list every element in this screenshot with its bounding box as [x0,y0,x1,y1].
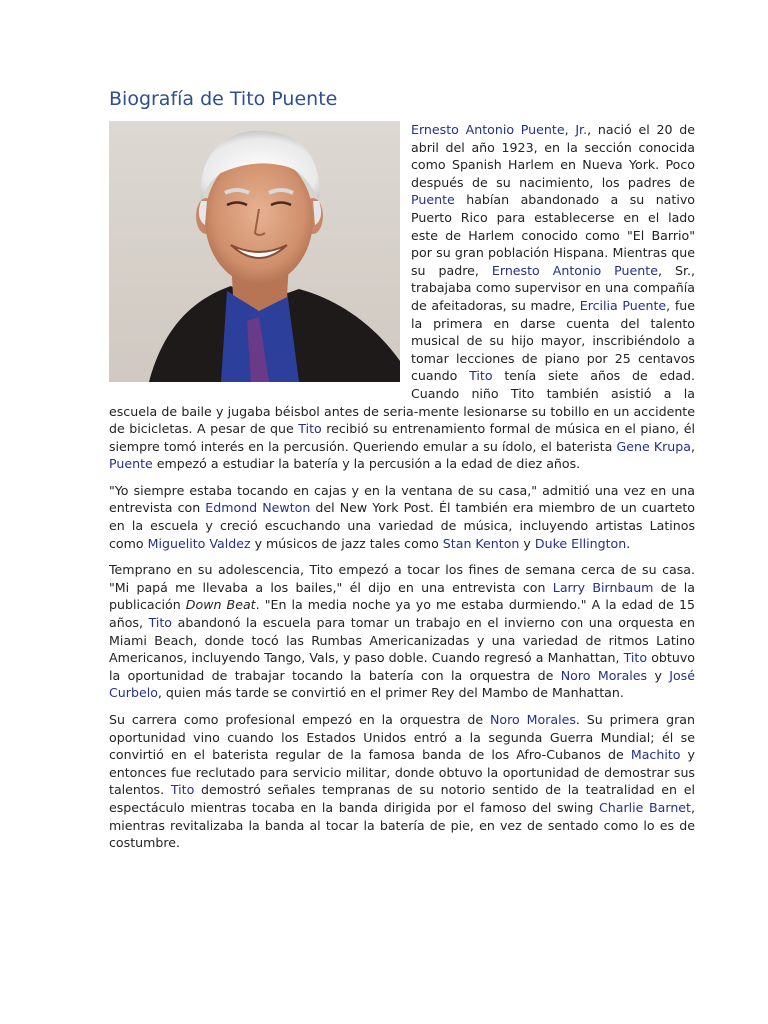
text-run: "Yo siempre estaba tocando en cajas y en la ventana de su casa," admitió una vez en una entrevista con [109,482,695,516]
text-link[interactable]: Ernesto Antonio Puente [491,262,658,278]
text-run: , fue la primera en darse cuenta del talento musical de su hijo mayor, inscribiéndolo a tomar lecciones de piano por 25 centavos cuando [411,297,695,384]
paragraph [109,711,695,852]
page-title: Biografía de Tito Puente [109,88,338,110]
text-run: . [626,535,631,551]
portrait-icon [109,121,400,382]
text-run: , nació el 20 de abril del año 1923, en la sección conocida como Spanish Harlem en Nueva York. Poco después de su nacimiento, los padres de [411,122,696,190]
text-link[interactable]: Larry Birnbaum [552,579,654,595]
text-link[interactable]: José Curbelo [109,667,695,701]
article [109,86,695,861]
text-run: del New York Post. Él también era miembro de un cuarteto en la escuela y creció escuchando una variedad de música, incluyendo artistas Latinos como [109,500,695,551]
text-run: . "En la media noche ya yo me estaba durmiendo." A la edad de 15 años, [109,597,695,631]
text-link[interactable]: Ernesto Antonio Puente, Jr. [411,122,588,137]
text-run: de la publicación [109,579,695,613]
text-run: y [647,667,670,683]
text-run: abandonó la escuela para tomar un trabajo en el invierno con una orquesta en Miami Beach, donde tocó las Rumbas Americanizadas y una variedad de ritmos Latino Americanos, incluyendo Tango, Vals, y paso doble. Cuando regresó a Manhattan, [109,615,695,666]
text-run: obtuvo la oportunidad de trabajar tocando la batería con la orquestra de [109,650,695,683]
text-link[interactable]: Puente [411,192,455,208]
text-run: y [519,535,535,551]
text-run: . Su primera gran oportunidad vino cuando los Estados Unidos entró a la segunda Guerra Mundial; él se convirtió en el baterista regular de la famosa banda de los Afro-Cubanos de [109,712,695,763]
text-run: demostró señales tempranas de su notorio sentido de la teatralidad en el espectáculo mientras tocaba en la banda dirigida por el famoso del swing [109,782,695,815]
text-link[interactable]: Tito [469,368,493,384]
text-link[interactable]: Tito [148,615,173,631]
text-link[interactable]: Tito [298,421,322,437]
text-run: y músicos de jazz tales como [250,535,443,551]
text-run: Temprano en su adolescencia, Tito empezó a tocar los fines de semana cerca de su casa. "Mi papá me llevaba a los bailes," él dijo en una entrevista con [109,562,695,595]
text-run: , mientras revitalizaba la banda al tocar la batería de pie, en vez de sentado como lo es de costumbre. [109,799,696,851]
paragraph [109,482,695,552]
text-link[interactable]: Puente [109,456,153,472]
text-run: habían abandonado a su nativo Puerto Rico para establecerse en el lado este de Harlem conocido como "El Barrio" por su gran población Hispana. Mientras que su padre, [411,192,695,278]
text-link[interactable]: Duke Ellington [534,535,627,551]
text-link[interactable]: Tito [170,782,195,798]
paragraph [109,561,695,702]
text-link[interactable]: Gene Krupa [616,438,691,454]
publication-name: Down Beat [185,597,256,613]
text-link[interactable]: Charlie Barnet [598,799,691,815]
text-link[interactable]: Tito [623,650,648,666]
text-link[interactable]: Noro Morales [490,712,576,727]
text-run: recibió su entrenamiento formal de música en el piano, él siempre tomó interés en la percusión. Queriendo emular a su ídolo, el baterista [109,421,695,454]
text-run: , quien más tarde se convirtió en el primer Rey del Mambo de Manhattan. [157,685,624,701]
text-run: y entonces fue reclutado para servicio militar, donde obtuvo la oportunidad de demostrar sus talentos. [109,747,695,798]
portrait-photo [109,121,400,382]
text-run: empezó a estudiar la batería y la percusión a la edad de diez años. [152,456,581,472]
text-link[interactable]: Miguelito Valdez [147,535,251,551]
text-link[interactable]: Stan Kenton [442,535,520,551]
text-link[interactable]: Noro Morales [560,667,648,683]
text-run: , [691,438,696,454]
text-link[interactable]: Machito [630,747,681,763]
text-link[interactable]: Ercilia Puente [579,297,667,313]
text-run: , Sr., trabajaba como supervisor en una compañía de afeitadoras, su madre, [411,262,695,313]
text-link[interactable]: Edmond Newton [205,500,311,516]
text-run: tenía siete años de edad. Cuando niño Tito también asistió a la escuela de baile y jugaba béisbol antes de seria-mente lesionarse su tobillo en un accidente de bicicletas. A pesar de que [109,368,695,437]
article-body [109,121,695,852]
text-run: Su carrera como profesional empezó en la orquestra de [109,712,490,727]
